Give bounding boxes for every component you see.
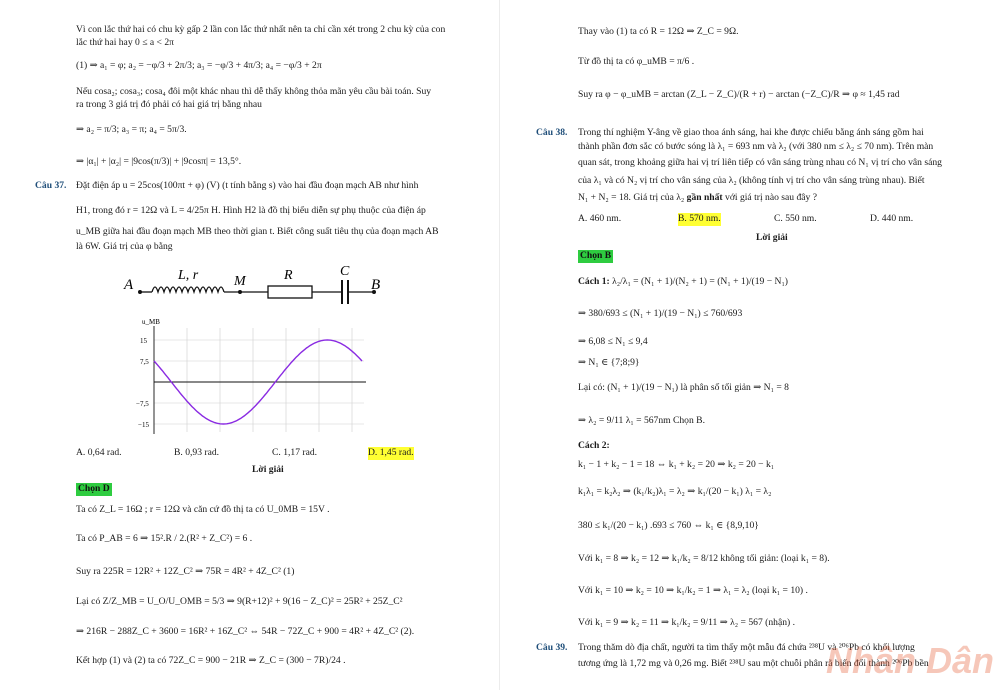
inductor-icon	[152, 287, 224, 292]
option-c: C. 550 nm.	[774, 213, 817, 224]
label-A: A	[124, 277, 134, 293]
method-label: Cách 1:	[578, 276, 610, 287]
equation: ⇒ a₂ = π/3; a₃ = π; a₄ = 5π/3.	[76, 124, 187, 135]
question-text: Đặt điện áp u = 25cos(100πt + φ) (V) (t tính bằng s) vào hai đầu đoạn mạch AB như hình	[76, 180, 419, 191]
text-line: Vì con lắc thứ hai có chu kỳ gấp 2 lần con lắc thứ nhất nên ta chỉ cần xét trong 2 chu kỳ của con	[76, 24, 446, 35]
solution-line: Lại có Z/Z_MB = U_O/U_OMB = 5/3 ⇒ 9(R+12)² + 9(16 − Z_C)² = 25R² + 25Z_C²	[76, 596, 403, 607]
solution-line: Kết hợp (1) và (2) ta có 72Z_C = 900 − 21R ⇒ Z_C = (300 − 7R)/24 .	[76, 655, 346, 666]
method-eq: λ₂/λ₁ = (N₁ + 1)/(N₂ + 1) = (N₁ + 1)/(19 − N₁)	[612, 276, 788, 287]
text-line: ra trong 3 giá trị đó phải có hai giá trị bằng nhau	[76, 99, 262, 110]
option-b: B. 0,93 rad.	[174, 447, 220, 458]
label-C: C	[340, 264, 350, 279]
solution-line: Ta có P_AB = 6 ⇒ 15².R / 2.(R² + Z_C²) = 6 .	[76, 533, 253, 544]
equation: ⇒ |α₁| + |α₂| = |9cos(π/3)| + |9cosπ| = 13,5°.	[76, 156, 242, 167]
question-text	[578, 192, 817, 205]
solution-line: Với k₁ = 9 ⇒ k₂ = 11 ⇒ k₁/k₂ = 9/11 ⇒ λ₂ = 567 (nhận) .	[578, 617, 795, 628]
question-text: của λ₁ và có N₂ vị trí cho vân sáng của λ₂ (không tính vị trí cho vân sáng trùng nhau). Biết	[578, 175, 925, 186]
tick-label: −15	[138, 421, 149, 429]
answer-badge: Chọn D	[78, 483, 110, 494]
solution-line: ⇒ 6,08 ≤ N₁ ≤ 9,4	[578, 336, 648, 347]
watermark-logo: Nhân Dân	[825, 640, 994, 682]
label-R: R	[284, 268, 293, 283]
question-text: tương ứng là 1,72 mg và 0,26 mg. Biết ²³⁸U sau một chuỗi phân rã biến đổi thành ²⁰⁶Pb bền	[578, 658, 929, 669]
option-b-correct: B. 570 nm.	[678, 213, 721, 224]
solution-line: k₁ − 1 + k₂ − 1 = 18 ⇔ k₁ + k₂ = 20 ⇒ k₂ = 20 − k₁	[578, 459, 775, 470]
right-page	[502, 0, 1000, 690]
tick-label: −7,5	[136, 400, 149, 408]
page-divider	[499, 0, 500, 690]
question-text: H1, trong đó r = 12Ω và L = 4/25π H. Hình H2 là đồ thị biểu diễn sự phụ thuộc của điện áp	[76, 205, 426, 216]
solution-line: Với k₁ = 8 ⇒ k₂ = 12 ⇒ k₁/k₂ = 8/12 không tối giản: (loại k₁ = 8).	[578, 553, 830, 564]
resistor-icon	[268, 286, 312, 298]
question-text: Trong thí nghiệm Y-âng về giao thoa ánh sáng, hai khe được chiếu bằng ánh sáng gồm hai	[578, 127, 924, 138]
tick-label: 7,5	[140, 358, 149, 366]
solution-line: ⇒ N₁ ∈ {7;8;9}	[578, 357, 640, 368]
option-d-correct: D. 1,45 rad.	[368, 447, 414, 458]
option-a: A. 460 nm.	[578, 213, 622, 224]
circuit-diagram	[118, 262, 398, 312]
solution-line: Từ đồ thị ta có φ_uMB = π/6 .	[578, 56, 695, 67]
solution-line: 380 ≤ k₁/(20 − k₁) .693 ≤ 760 ⇔ k₁ ∈ {8,9,10}	[578, 520, 759, 531]
question-label: Câu 37.	[35, 180, 67, 191]
solution-line: Thay vào (1) ta có R = 12Ω ⇒ Z_C = 9Ω.	[578, 26, 739, 37]
q38-text-pre: N₁ + N₂ = 18. Giá trị của λ₂	[578, 192, 687, 203]
text-line: lắc thứ hai hay 0 ≤ a < 2π	[76, 37, 174, 48]
solution-line: Với k₁ = 10 ⇒ k₂ = 10 ⇒ k₁/k₂ = 1 ⇒ λ₁ = λ₂ (loại k₁ = 10) .	[578, 585, 808, 596]
label-M: M	[234, 274, 246, 289]
option-a: A. 0,64 rad.	[76, 447, 122, 458]
question-label: Câu 39.	[536, 642, 568, 653]
solution-line: Lại có: (N₁ + 1)/(19 − N₁) là phân số tối giản ⇒ N₁ = 8	[578, 382, 789, 393]
question-text: thành phần đơn sắc có bước sóng là λ₁ = 693 nm và λ₂ (với 380 nm ≤ λ₂ ≤ 70 nm). Trên màn	[578, 141, 934, 152]
equation: (1) ⇒ a₁ = φ; a₂ = −φ/3 + 2π/3; a₃ = −φ/3 + 4π/3; a₄ = −φ/3 + 2π	[76, 60, 322, 71]
option-d: D. 440 nm.	[870, 213, 914, 224]
tick-label: 15	[140, 337, 147, 345]
solution-line: k₁λ₁ = k₂λ₂ ⇒ (k₁/k₂)λ₁ = λ₂ ⇒ k₁/(20 − k₁) λ₁ = λ₂	[578, 486, 772, 497]
q38-text-post: với giá trị nào sau đây ?	[722, 192, 817, 203]
solution-line: Ta có Z_L = 16Ω ; r = 12Ω và căn cứ đồ thị ta có U_0MB = 15V .	[76, 504, 330, 515]
label-B: B	[371, 277, 381, 293]
q38-text-bold: gần nhất	[686, 192, 723, 203]
method-label: Cách 2:	[578, 440, 610, 451]
solution-line: ⇒ 216R − 288Z_C + 3600 = 16R² + 16Z_C² ⇔ 54R − 72Z_C + 900 = 4R² + 4Z_C² (2).	[76, 626, 415, 637]
question-text: quan sát, trong khoảng giữa hai vị trí liên tiếp có vân sáng trùng nhau có N₁ vị trí cho vân sáng	[578, 157, 942, 168]
solution-line: ⇒ 380/693 ≤ (N₁ + 1)/(19 − N₁) ≤ 760/693	[578, 308, 743, 319]
solution-line	[578, 276, 788, 289]
question-text: Trong thăm dò địa chất, người ta tìm thấy một mẫu đá chứa ²³⁸U và ²⁰⁶Pb có khối lượng	[578, 642, 915, 653]
section-heading: Lời giải	[252, 464, 284, 475]
label-L: L, r	[178, 268, 199, 283]
solution-line: Suy ra 225R = 12R² + 12Z_C² ⇒ 75R = 4R² + 4Z_C² (1)	[76, 566, 295, 577]
solution-line: ⇒ λ₂ = 9/11 λ₁ = 567nm Chọn B.	[578, 415, 705, 426]
section-heading: Lời giải	[756, 232, 788, 243]
question-text: u_MB giữa hai đầu đoạn mạch MB theo thời gian t. Biết công suất tiêu thụ của đoạn mạch AB	[76, 226, 439, 237]
question-text: là 6W. Giá trị của φ bằng	[76, 241, 173, 252]
answer-badge: Chọn B	[580, 250, 612, 261]
option-c: C. 1,17 rad.	[272, 447, 318, 458]
text-line: Nếu cosa₂; cosa₃; cosa₄ đôi một khác nhau thì dễ thấy không thỏa mãn yêu cầu bài toán. Suy	[76, 86, 432, 97]
solution-line: Suy ra φ − φ_uMB = arctan (Z_L − Z_C)/(R + r) − arctan (−Z_C)/R ⇒ φ ≈ 1,45 rad	[578, 89, 900, 100]
question-label: Câu 38.	[536, 127, 568, 138]
graph-ylabel: u_MB	[142, 318, 160, 326]
left-page	[0, 0, 498, 690]
graph-umb	[134, 314, 374, 438]
